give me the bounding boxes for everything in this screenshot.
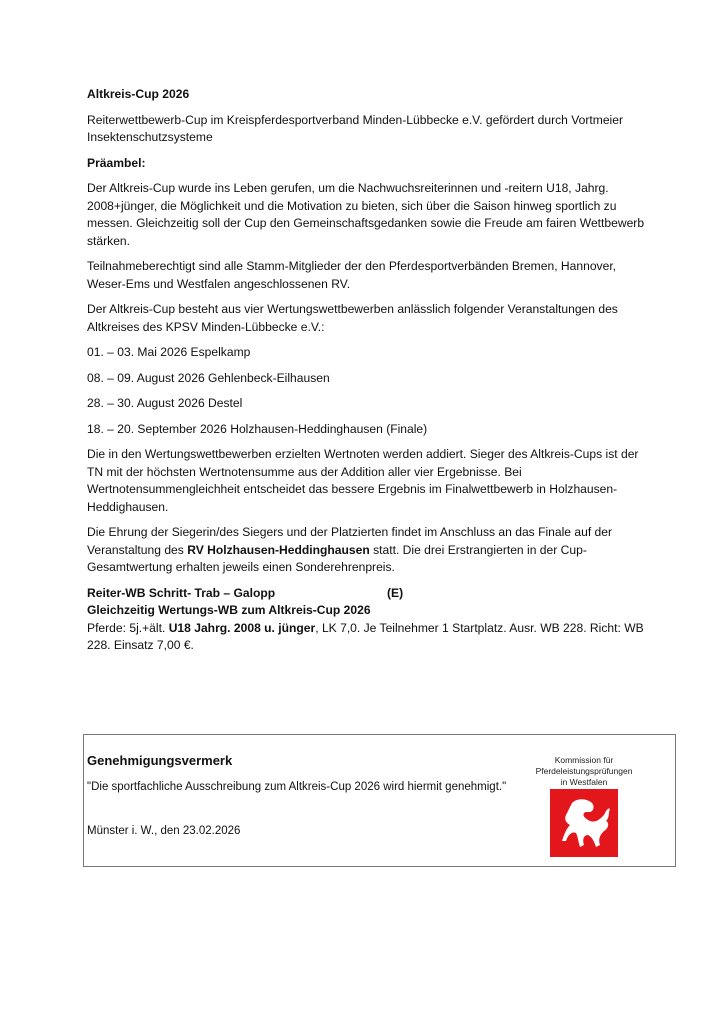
competition-details: [87, 620, 647, 655]
competition-subtitle: Gleichzeitig Wertungs-WB zum Altkreis-Cup 2026: [87, 603, 371, 617]
ceremony-text-pre: Die Ehrung der Siegerin/des Siegers und der Platzierten findet im Anschluss an das Finale auf der Veranstaltung des: [87, 525, 613, 557]
details-pre: Pferde: 5j.+ält.: [87, 620, 169, 635]
commission-logo: [524, 755, 644, 857]
document-subtitle: Reiterwettbewerb-Cup im Kreispferdesportverband Minden-Lübbecke e.V. gefördert durch Vortmeier Insektenschutzsysteme: [87, 112, 623, 144]
competition-class: (E): [387, 585, 404, 600]
details-post: , LK 7,0. Je Teilnehmer 1 Startplatz. Ausr. WB 228. Richt: WB 228. Einsatz 7,00 €.: [87, 620, 644, 652]
document-title: Altkreis-Cup 2026: [87, 87, 190, 101]
westphalian-horse-icon: [550, 789, 618, 857]
approval-heading: Genehmigungsvermerk: [87, 753, 233, 768]
competition-block: [87, 585, 647, 655]
ceremony-club: RV Holzhausen-Heddinghausen: [187, 542, 370, 557]
approval-date: Münster i. W., den 23.02.2026: [87, 825, 241, 837]
logo-line: in Westfalen: [560, 777, 608, 787]
logo-line: Pferdeleistungsprüfungen: [535, 766, 633, 776]
document-body: [87, 86, 647, 655]
event-item: 01. – 03. Mai 2026 Espelkamp: [87, 345, 251, 359]
approval-quote: "Die sportfachliche Ausschreibung zum Altkreis-Cup 2026 wird hiermit genehmigt.": [87, 781, 507, 793]
event-item: 28. – 30. August 2026 Destel: [87, 396, 243, 410]
paragraph-ceremony: [87, 524, 647, 577]
competition-title: Reiter-WB Schritt- Trab – Galopp: [87, 585, 276, 600]
paragraph-intro: Der Altkreis-Cup wurde ins Leben gerufen, um die Nachwuchsreiterinnen und -reitern U18, Jahrg. 2008+jünger, die Möglichkeit und die Motivation zu bieten, sich über die Saison hinweg sportlich zu messen. Gleichzeitig soll der Cup den Gemeinschaftsgedanken sowie die Freude am fairen Wettbewerb stärken.: [87, 181, 645, 248]
ceremony-text-post: statt. Die drei Erstrangierten in der Cup-Gesamtwertung erhalten jeweils einen Sonderehrenpreis.: [87, 542, 587, 574]
paragraph-eligibility: Teilnahmeberechtigt sind alle Stamm-Mitglieder der den Pferdesportverbänden Bremen, Hannover, Weser-Ems und Westfalen angeschlossenen RV.: [87, 259, 617, 291]
paragraph-scoring: Die in den Wertungswettbewerben erzielten Wertnoten werden addiert. Sieger des Altkreis-Cups ist der TN mit der höchsten Wertnotensumme aus der Addition aller vier Ergebnisse. Bei Wertnotensummengleichheit entscheidet das bessere Ergebnis im Finalwettbewerb in Holzhausen-Heddighausen.: [87, 447, 639, 514]
details-age-group: U18 Jahrg. 2008 u. jünger: [168, 620, 316, 635]
preamble-heading: Präambel:: [87, 155, 146, 170]
logo-line: Kommission für: [554, 755, 614, 765]
paragraph-events-intro: Der Altkreis-Cup besteht aus vier Wertungswettbewerben anlässlich folgender Veranstaltungen des Altkreises des KPSV Minden-Lübbecke e.V.:: [87, 302, 618, 334]
event-item: 18. – 20. September 2026 Holzhausen-Heddinghausen (Finale): [87, 421, 428, 436]
event-item: 08. – 09. August 2026 Gehlenbeck-Eilhausen: [87, 370, 330, 385]
approval-box: [83, 734, 676, 867]
